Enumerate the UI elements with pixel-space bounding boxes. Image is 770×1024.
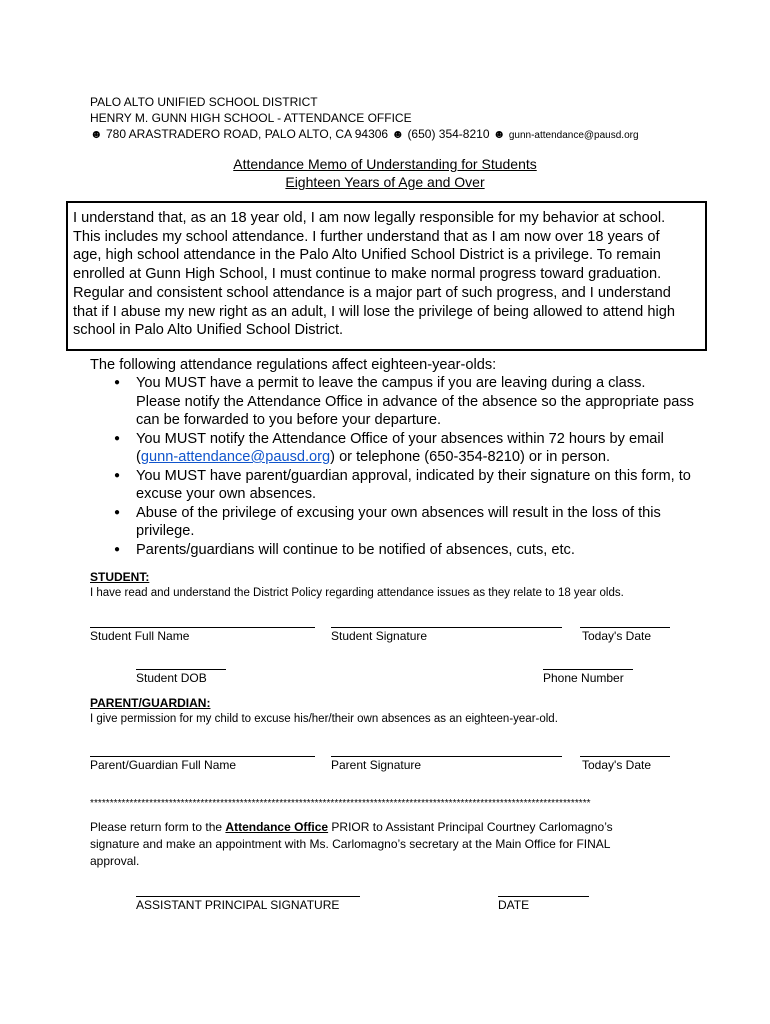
parent-heading: PARENT/GUARDIAN: (90, 696, 211, 710)
ap-signature-label: ASSISTANT PRINCIPAL SIGNATURE (136, 898, 340, 912)
student-signature-label: Student Signature (331, 629, 428, 643)
list-item: ● Abuse of the privilege of excusing your own absences will result in the loss of this privilege. (114, 504, 694, 541)
parent-signature-label: Parent Signature (331, 758, 422, 772)
bullet-icon: ☻ (90, 127, 103, 141)
office-phone: (650) 354-8210 (407, 127, 490, 141)
student-dob-label: Student DOB (136, 671, 207, 685)
ap-date-label: DATE (498, 898, 530, 912)
attendance-email-link[interactable]: gunn-attendance@pausd.org (140, 449, 331, 465)
student-full-name-label: Student Full Name (90, 629, 190, 643)
memo-subtitle: Eighteen Years of Age and Over (285, 174, 485, 190)
parent-date-label: Today's Date (582, 758, 651, 772)
student-phone-label: Phone Number (543, 671, 624, 685)
statement-line: school in Palo Alto Unified School District. (73, 322, 344, 339)
return-instructions: Please return form to the Attendance Office PRIOR to Assistant Principal Courtney Carlomagno’s signature and make an appointment with Ms. Carlomagno’s secretary at the Main Office for FINAL approval. (90, 820, 613, 868)
office-address: 780 ARASTRADERO ROAD, PALO ALTO, CA 94306 (105, 127, 389, 141)
district-name: PALO ALTO UNIFIED SCHOOL DISTRICT (90, 95, 318, 109)
bullet-icon: ☻ (492, 127, 506, 141)
statement-line: enrolled at Gunn High School, I must continue to make normal progress toward graduation. (73, 266, 662, 283)
regulations-intro: The following attendance regulations affect eighteen-year-olds: (90, 357, 497, 373)
student-statement: I have read and understand the District Policy regarding attendance issues as they relate to 18 year olds. (90, 587, 624, 599)
list-item: ● You MUST notify the Attendance Office of your absences within 72 hours by email (gunn-attendance@pausd.org) or telephone (650-354-8210) or in person. (114, 430, 694, 467)
list-item: ● Parents/guardians will continue to be notified of absences, cuts, etc. (114, 541, 694, 560)
list-item: ● You MUST have parent/guardian approval, indicated by their signature on this form, to excuse your own absences. (114, 467, 694, 504)
office-email: gunn-attendance@pausd.org (508, 130, 639, 141)
list-item: ● You MUST have a permit to leave the campus if you are leaving during a class. Please notify the Attendance Office in advance of the absence so the appropriate pass can be forwarded to you before your departure. (114, 374, 694, 430)
asterisk-divider: ******************************************************************************************************************************* (90, 798, 591, 809)
parent-statement: I give permission for my child to excuse his/her/their own absences as an eighteen-year-old. (90, 713, 558, 725)
statement-line: Regular and consistent school attendance is a major part of such progress, and I understand (73, 284, 671, 301)
parent-full-name-label: Parent/Guardian Full Name (90, 758, 237, 772)
statement-box (66, 201, 707, 351)
school-office-name: HENRY M. GUNN HIGH SCHOOL - ATTENDANCE OFFICE (90, 111, 412, 125)
statement-line: I understand that, as an 18 year old, I am now legally responsible for my behavior at school. (73, 210, 666, 226)
statement-line: This includes my school attendance. I further understand that as I am now over 18 years of (73, 228, 660, 245)
student-date-label: Today's Date (582, 629, 651, 643)
student-heading: STUDENT: (90, 570, 150, 584)
regulations-list (114, 374, 694, 559)
statement-line: that if I abuse my new right as an adult, I will lose the privilege of being allowed to attend high (73, 303, 675, 320)
contact-line (90, 126, 639, 144)
memo-title: Attendance Memo of Understanding for Students (233, 156, 537, 172)
attendance-office-emphasis: Attendance Office (225, 820, 329, 834)
statement-line: age, high school attendance in the Palo Alto Unified School District is a privilege. To remain (73, 247, 661, 264)
bullet-icon: ☻ (391, 127, 405, 141)
